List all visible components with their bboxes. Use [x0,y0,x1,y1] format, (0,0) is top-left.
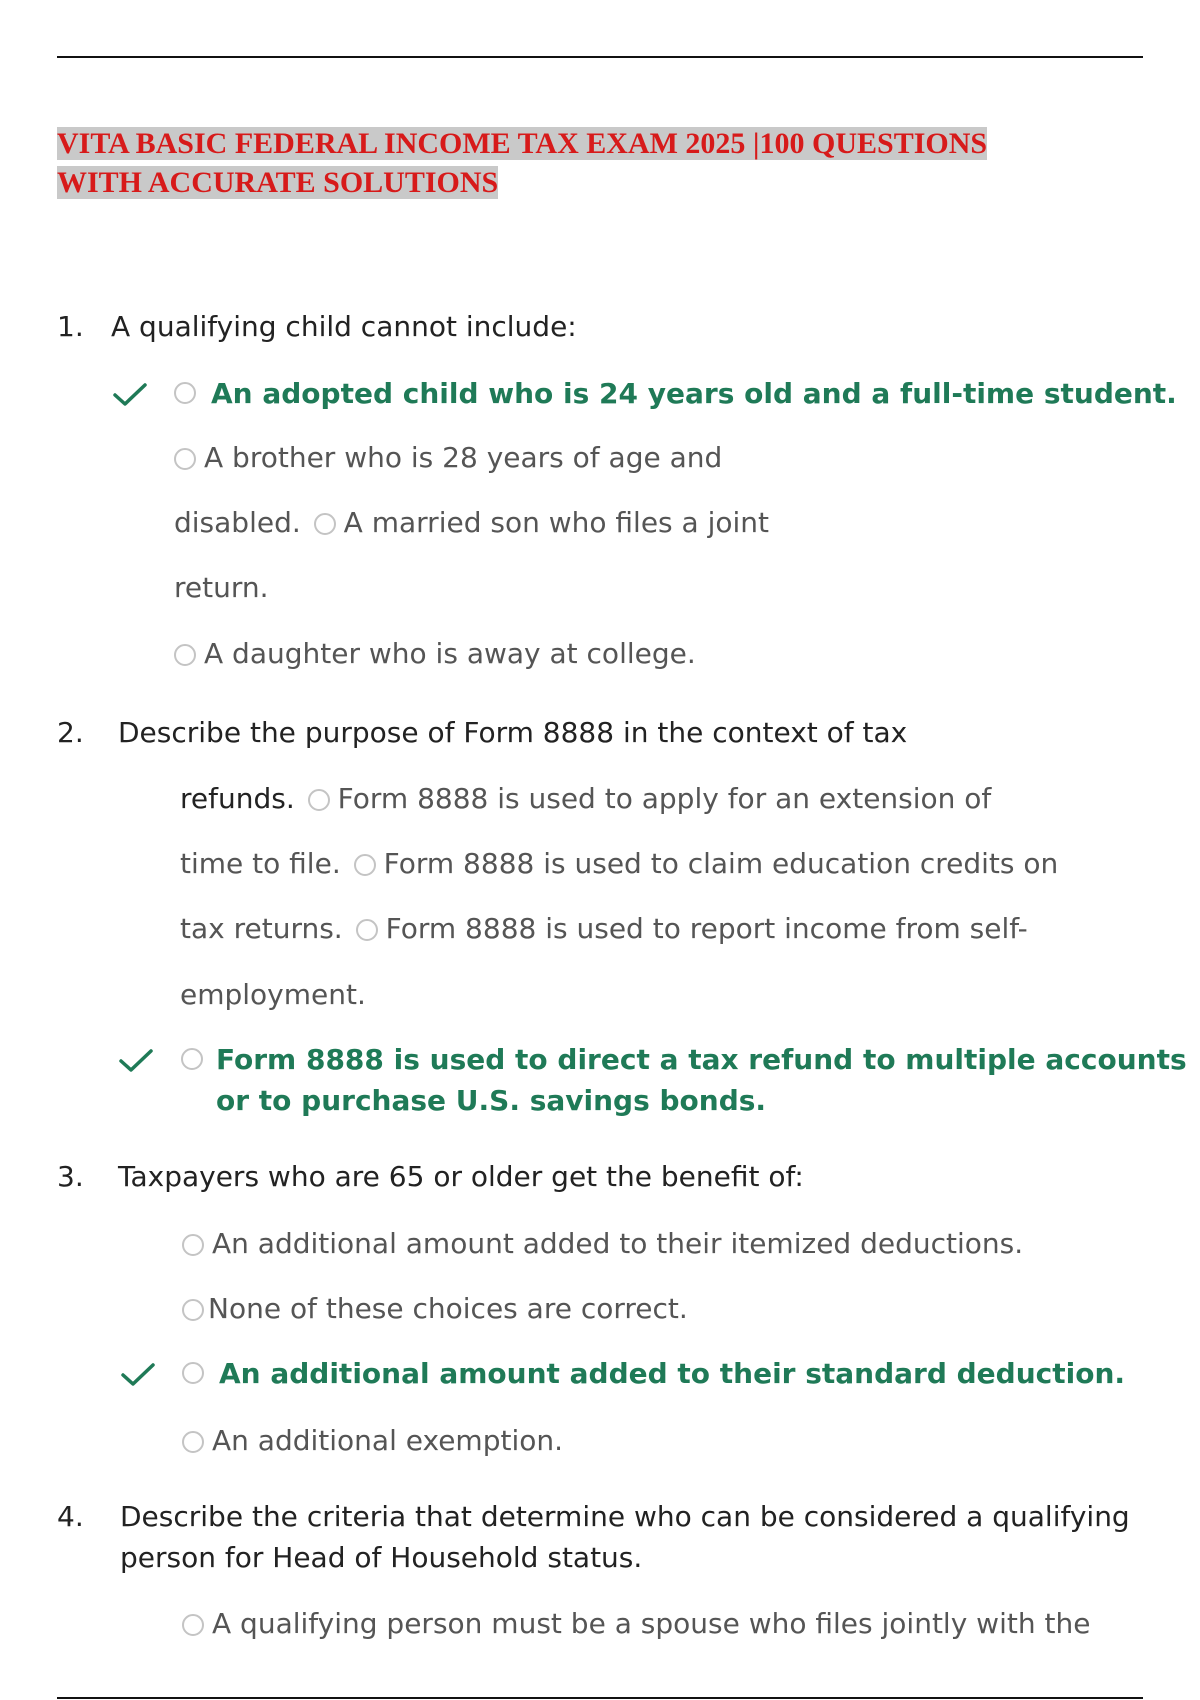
option-label: A married son who files a joint [343,506,770,539]
option-continuation: return. [174,571,269,604]
question-2-text: Describe the purpose of Form 8888 in the context of tax [118,716,908,749]
answer-option[interactable] [180,847,1058,880]
question-1-number: 1. [57,310,84,343]
correct-answer [216,1039,1187,1121]
question-4-text-line-2: person for Head of Household status. [120,1541,643,1574]
question-4-text [120,1496,1130,1578]
correct-check-icon [112,382,148,408]
correct-answer-line-2: or to purchase U.S. savings bonds. [216,1084,767,1117]
option-label: time to file. [180,847,341,880]
answer-option[interactable] [180,782,991,815]
option-label: An additional exemption. [212,1424,564,1457]
option-label: A daughter who is away at college. [204,637,696,670]
question-1-text: A qualifying child cannot include: [111,310,577,343]
bottom-rule [57,1697,1143,1699]
option-label: disabled. [174,506,301,539]
answer-option[interactable] [174,441,722,474]
radio-button[interactable] [181,1048,203,1070]
answer-option[interactable] [174,506,769,539]
option-label: An additional amount added to their itemized deductions. [212,1227,1024,1260]
radio-button[interactable] [182,1234,204,1256]
correct-answer: An additional amount added to their standard deduction. [219,1357,1126,1390]
radio-button[interactable] [354,854,376,876]
option-label: A qualifying person must be a spouse who files jointly with the [212,1607,1091,1640]
radio-button[interactable] [174,448,196,470]
question-3-text: Taxpayers who are 65 or older get the benefit of: [118,1160,804,1193]
radio-button[interactable] [308,789,330,811]
option-label: A brother who is 28 years of age and [204,441,723,474]
option-label: None of these choices are correct. [208,1292,688,1325]
answer-option[interactable] [182,1607,1090,1640]
question-4-number: 4. [57,1500,84,1533]
option-label: Form 8888 is used to report income from self- [385,912,1028,945]
answer-option[interactable] [180,912,1028,945]
answer-option[interactable] [174,637,696,670]
title-line-2: WITH ACCURATE SOLUTIONS [57,166,499,199]
radio-button[interactable] [356,919,378,941]
correct-check-icon [118,1048,154,1074]
answer-option[interactable] [182,1292,688,1325]
correct-answer: An adopted child who is 24 years old and a full-time student. [211,377,1177,410]
radio-button[interactable] [182,1614,204,1636]
correct-answer-line-1: Form 8888 is used to direct a tax refund to multiple accounts [216,1043,1187,1076]
document-title [57,124,1157,202]
option-label: Form 8888 is used to claim education credits on [383,847,1059,880]
question-text-continuation: refunds. [180,782,295,815]
answer-option[interactable] [182,1424,563,1457]
correct-check-icon [120,1362,156,1388]
title-line-1: VITA BASIC FEDERAL INCOME TAX EXAM 2025 |100 QUESTIONS [57,127,988,160]
answer-option[interactable] [182,1227,1023,1260]
radio-button[interactable] [182,1299,204,1321]
radio-button[interactable] [314,513,336,535]
option-label: Form 8888 is used to apply for an extension of [337,782,992,815]
radio-button[interactable] [182,1431,204,1453]
question-4-text-line-1: Describe the criteria that determine who can be considered a qualifying [120,1500,1130,1533]
question-3-number: 3. [57,1160,84,1193]
radio-button[interactable] [174,644,196,666]
option-continuation: employment. [180,978,366,1011]
radio-button[interactable] [182,1362,204,1384]
question-2-number: 2. [57,716,84,749]
radio-button[interactable] [174,382,196,404]
option-label: tax returns. [180,912,343,945]
top-rule [57,56,1143,58]
